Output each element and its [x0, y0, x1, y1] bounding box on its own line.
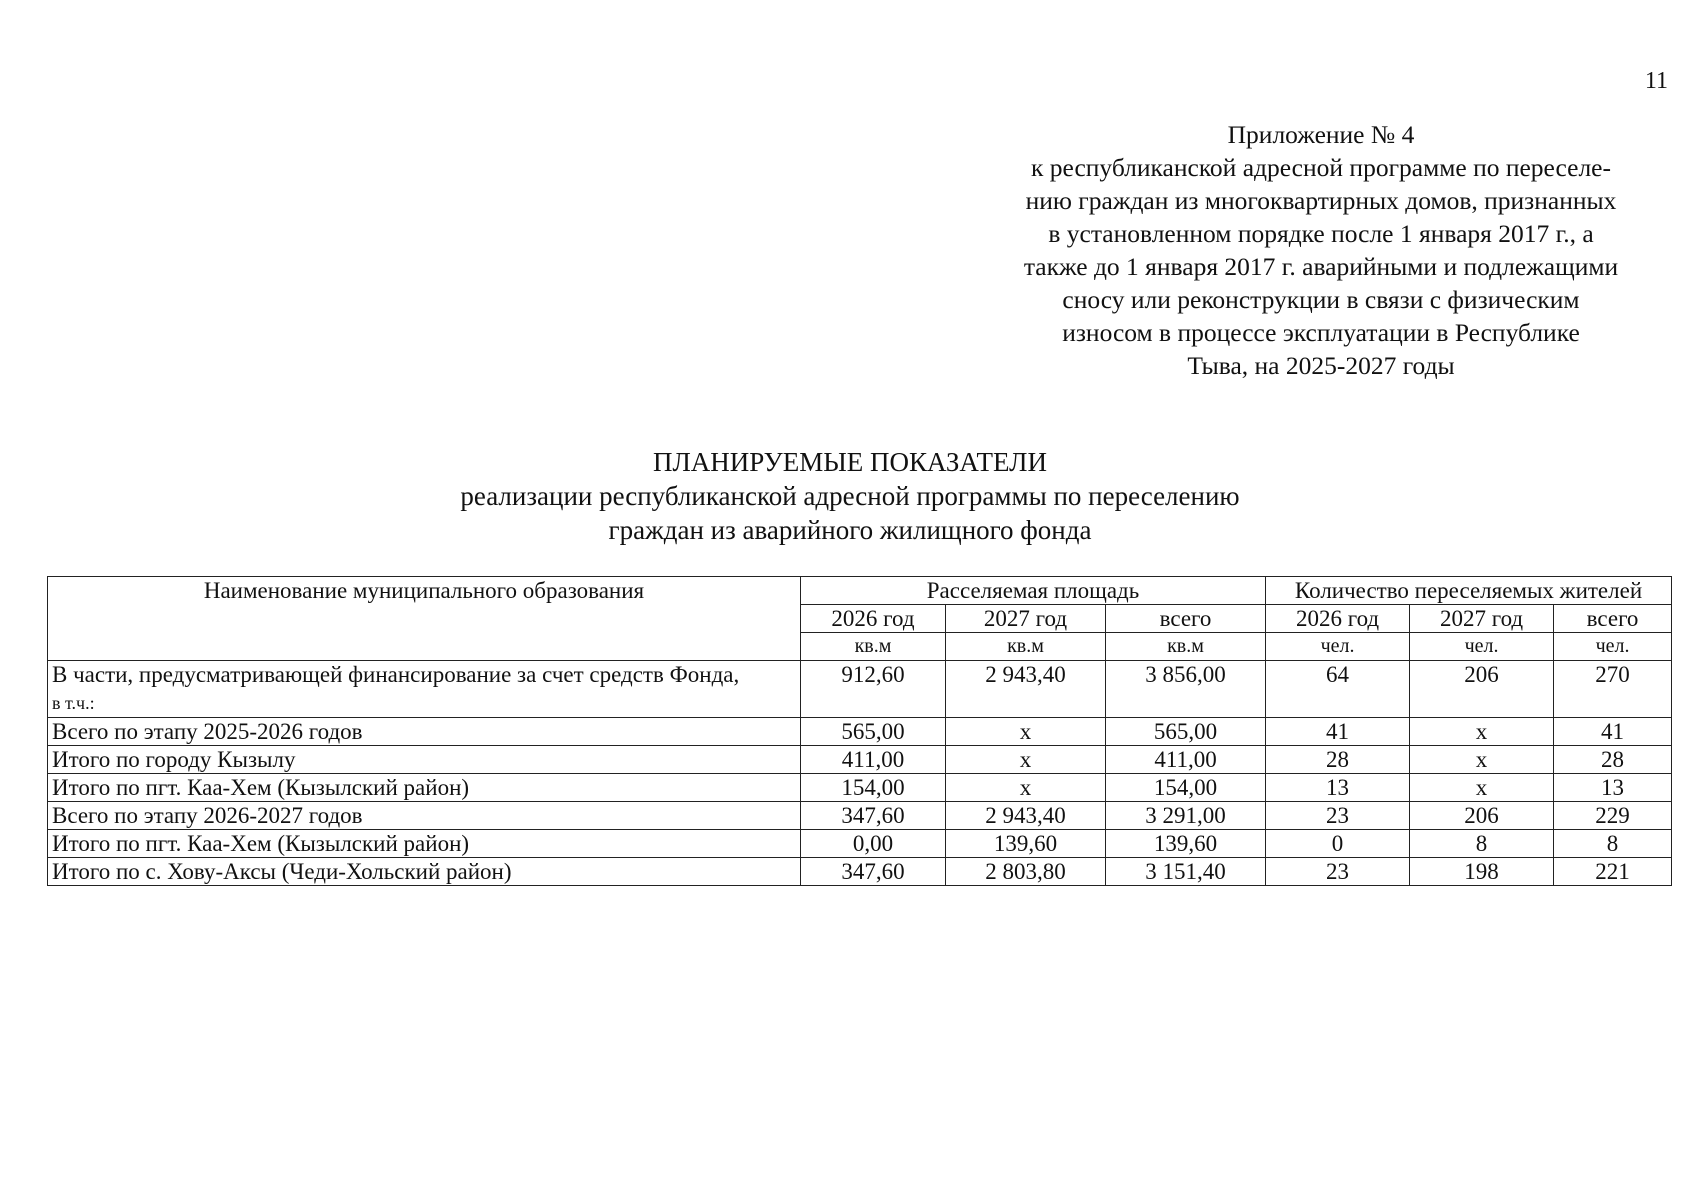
cell-area-total: 411,00: [1106, 746, 1266, 774]
cell-area-2027: 2 803,80: [946, 858, 1106, 886]
header-year: 2027 год: [946, 605, 1106, 633]
cell-area-2026: 154,00: [801, 774, 946, 802]
header-unit: чел.: [1410, 633, 1554, 661]
cell-area-total: 565,00: [1106, 718, 1266, 746]
appendix-line: износом в процессе эксплуатации в Республике: [1062, 318, 1580, 347]
table-row: [48, 802, 1672, 830]
cell-residents-total: 270: [1554, 661, 1672, 718]
row-name: Всего по этапу 2025-2026 годов: [48, 718, 801, 746]
cell-area-2027: х: [946, 774, 1106, 802]
header-year: 2026 год: [801, 605, 946, 633]
cell-residents-2026: 23: [1266, 802, 1410, 830]
cell-area-2026: 565,00: [801, 718, 946, 746]
cell-residents-2026: 28: [1266, 746, 1410, 774]
cell-area-2027: х: [946, 718, 1106, 746]
cell-area-2027: х: [946, 746, 1106, 774]
header-year: всего: [1106, 605, 1266, 633]
cell-area-2027: 139,60: [946, 830, 1106, 858]
row-name: Итого по городу Кызылу: [48, 746, 801, 774]
cell-residents-total: 28: [1554, 746, 1672, 774]
table-row: [48, 746, 1672, 774]
cell-residents-2027: 206: [1410, 802, 1554, 830]
cell-residents-2026: 0: [1266, 830, 1410, 858]
row-name: Всего по этапу 2026-2027 годов: [48, 802, 801, 830]
table-row: [48, 661, 1672, 718]
cell-residents-total: 8: [1554, 830, 1672, 858]
cell-area-2026: 912,60: [801, 661, 946, 718]
appendix-line: к республиканской адресной программе по переселе-: [1030, 153, 1611, 182]
cell-area-2027: 2 943,40: [946, 661, 1106, 718]
cell-area-total: 3 151,40: [1106, 858, 1266, 886]
title-subtitle: граждан из аварийного жилищного фонда: [608, 515, 1092, 545]
appendix-line: также до 1 января 2017 г. аварийными и подлежащими: [1023, 252, 1619, 281]
cell-area-total: 3 856,00: [1106, 661, 1266, 718]
cell-residents-2027: х: [1410, 746, 1554, 774]
header-residents-group: Количество переселяемых жителей: [1266, 577, 1672, 605]
row-name-sub: в т.ч.:: [52, 693, 95, 713]
row-name: Итого по с. Хову-Аксы (Чеди-Хольский район): [48, 858, 801, 886]
cell-residents-2027: 198: [1410, 858, 1554, 886]
cell-residents-2027: 206: [1410, 661, 1554, 718]
header-municipality: Наименование муниципального образования: [48, 577, 801, 661]
table-row: [48, 718, 1672, 746]
cell-area-2026: 0,00: [801, 830, 946, 858]
table-row: [48, 858, 1672, 886]
header-unit: кв.м: [946, 633, 1106, 661]
table-row: [48, 774, 1672, 802]
cell-area-2026: 411,00: [801, 746, 946, 774]
cell-residents-2027: 8: [1410, 830, 1554, 858]
cell-residents-2026: 23: [1266, 858, 1410, 886]
document-title: [350, 445, 1350, 547]
cell-area-2026: 347,60: [801, 858, 946, 886]
header-area-group: Расселяемая площадь: [801, 577, 1266, 605]
appendix-line: сносу или реконструкции в связи с физическим: [1062, 285, 1580, 314]
cell-residents-2026: 41: [1266, 718, 1410, 746]
cell-residents-2026: 13: [1266, 774, 1410, 802]
cell-residents-total: 221: [1554, 858, 1672, 886]
cell-residents-total: 229: [1554, 802, 1672, 830]
row-name: Итого по пгт. Каа-Хем (Кызылский район): [48, 830, 801, 858]
cell-residents-total: 13: [1554, 774, 1672, 802]
appendix-note: [985, 118, 1657, 382]
header-year: 2027 год: [1410, 605, 1554, 633]
row-name-main: В части, предусматривающей финансирование за счет средств Фонда,: [52, 662, 740, 687]
cell-residents-2027: х: [1410, 774, 1554, 802]
header-year: всего: [1554, 605, 1672, 633]
cell-residents-total: 41: [1554, 718, 1672, 746]
header-year: 2026 год: [1266, 605, 1410, 633]
appendix-line: Приложение № 4: [1227, 120, 1415, 149]
page-number: 11: [1644, 68, 1668, 94]
row-name: Итого по пгт. Каа-Хем (Кызылский район): [48, 774, 801, 802]
appendix-line: нию граждан из многоквартирных домов, признанных: [1025, 186, 1617, 215]
header-unit: чел.: [1266, 633, 1410, 661]
row-name: [48, 661, 801, 718]
cell-area-total: 3 291,00: [1106, 802, 1266, 830]
table-row: [48, 830, 1672, 858]
header-unit: кв.м: [801, 633, 946, 661]
appendix-line: Тыва, на 2025-2027 годы: [1187, 351, 1455, 380]
title-heading: ПЛАНИРУЕМЫЕ ПОКАЗАТЕЛИ: [653, 447, 1047, 477]
header-unit: кв.м: [1106, 633, 1266, 661]
cell-area-2026: 347,60: [801, 802, 946, 830]
cell-residents-2027: х: [1410, 718, 1554, 746]
cell-area-total: 139,60: [1106, 830, 1266, 858]
indicators-table: [47, 576, 1672, 886]
cell-area-2027: 2 943,40: [946, 802, 1106, 830]
cell-residents-2026: 64: [1266, 661, 1410, 718]
header-unit: чел.: [1554, 633, 1672, 661]
cell-area-total: 154,00: [1106, 774, 1266, 802]
appendix-line: в установленном порядке после 1 января 2017 г., а: [1048, 219, 1594, 248]
title-subtitle: реализации республиканской адресной программы по переселению: [460, 481, 1240, 511]
